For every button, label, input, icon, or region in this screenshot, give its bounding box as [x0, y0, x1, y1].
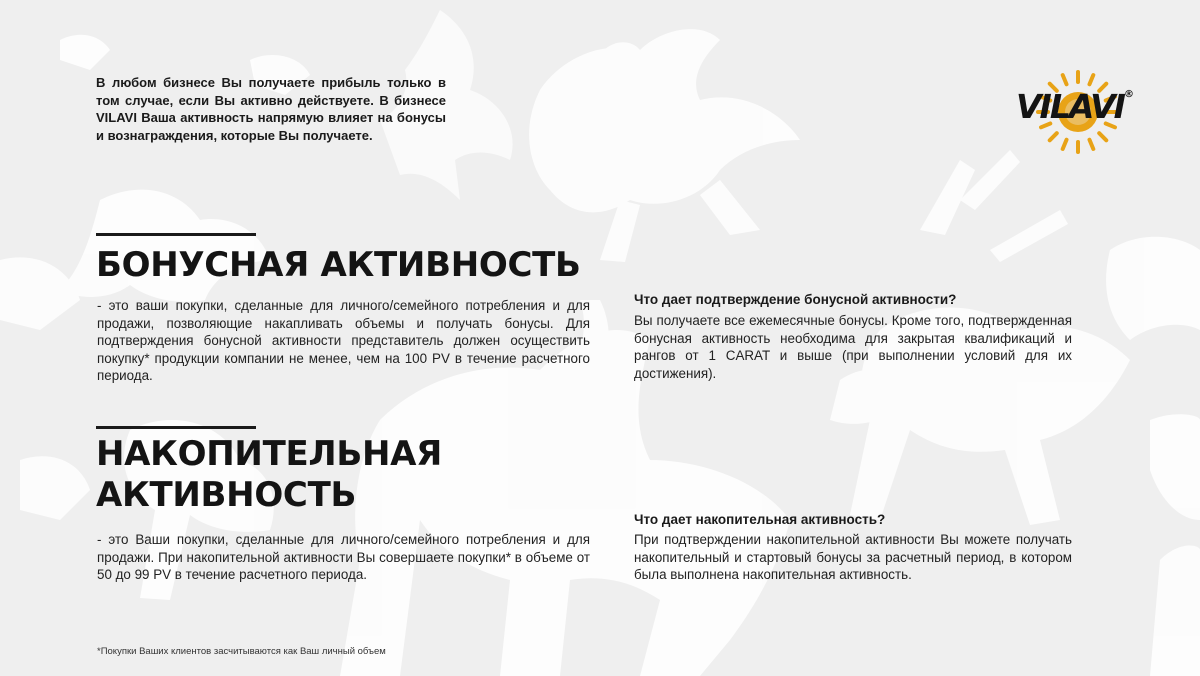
footnote: *Покупки Ваших клиентов засчитываются как Ваш личный объем: [97, 646, 386, 657]
section-divider: [96, 426, 256, 429]
accumulative-activity-answer: При подтверждении накопительной активности Вы можете получать накопительный и стартовый бонусы за расчетный период, в котором была выполнена накопительная активность.: [634, 532, 1072, 582]
bonus-activity-heading: БОНУСНАЯ АКТИВНОСТЬ: [96, 245, 581, 285]
vilavi-logo: [1010, 66, 1140, 162]
bonus-activity-description: - это ваши покупки, сделанные для личного/семейного потребления и для продажи, позволяющие накапливать объемы и получать бонусы. Для подтверждения бонусной активности представитель должен осуществить покупку* продукции компании не менее, чем на 100 PV в течение расчетного периода.: [97, 298, 590, 383]
bonus-activity-question: Что дает подтверждение бонусной активности?: [634, 292, 957, 307]
section-divider: [96, 233, 256, 236]
heading-line: НАКОПИТЕЛЬНАЯ: [96, 434, 442, 474]
accumulative-activity-description: - это Ваши покупки, сделанные для личного/семейного потребления и для продажи. При накопительной активности Вы совершаете покупки* в объеме от 50 до 99 PV в течение расчетного периода.: [97, 532, 590, 582]
logo-text: VILAVI®: [1016, 87, 1134, 126]
heading-line: АКТИВНОСТЬ: [96, 475, 357, 515]
accumulative-activity-question: Что дает накопительная активность?: [634, 512, 886, 527]
intro-paragraph: В любом бизнесе Вы получаете прибыль только в том случае, если Вы активно действуете. В бизнесе VILAVI Ваша активность напрямую влияет на бонусы и вознаграждения, которые Вы получаете.: [96, 75, 446, 143]
bonus-activity-answer: Вы получаете все ежемесячные бонусы. Кроме того, подтвержденная бонусная активность необходима для закрытая квалификаций и рангов от 1 CARAT и выше (при выполнении условий для их достижения).: [634, 313, 1072, 381]
accumulative-activity-heading: [96, 434, 526, 516]
